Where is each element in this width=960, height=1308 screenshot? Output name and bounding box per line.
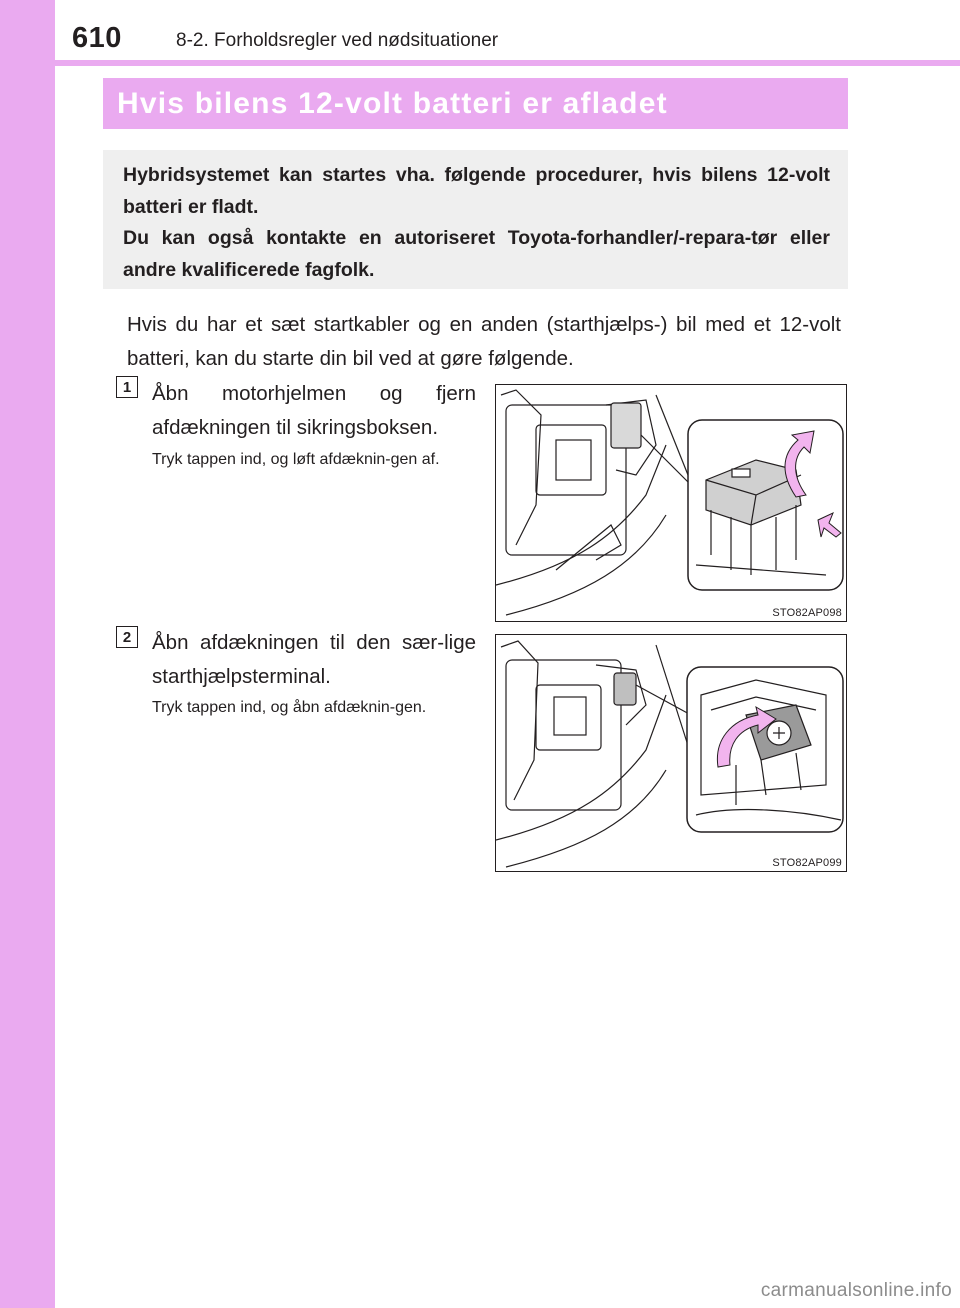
- intro-line-1: Hybridsystemet kan startes vha. følgende procedurer, hvis bilens 12-volt batteri er fladt.: [123, 164, 830, 218]
- page-title: Hvis bilens 12-volt batteri er afladet: [117, 86, 668, 120]
- figure-code: STO82AP099: [772, 857, 842, 869]
- step-2-heading: Åbn afdækningen til den sær-lige starthjælpsterminal.: [152, 631, 476, 688]
- step-number-badge: 2: [116, 626, 138, 648]
- figure-jump-start-terminal: [495, 634, 847, 872]
- step-number-badge: 1: [116, 376, 138, 398]
- step-1-note: Tryk tappen ind, og løft afdæknin-gen af.: [152, 451, 440, 468]
- section-reference: 8-2. Forholdsregler ved nødsituationer: [176, 30, 499, 51]
- side-tab-bar: [0, 0, 55, 1308]
- body-paragraph: Hvis du har et sæt startkabler og en anden (starthjælps-) bil med et 12-volt batteri, kan du starte din bil ved at gøre følgende.: [127, 313, 841, 370]
- title-banner: [103, 78, 848, 129]
- step-1-heading: Åbn motorhjelmen og fjern afdækningen til sikringsboksen.: [152, 382, 476, 439]
- figure-fuse-box-cover: [495, 384, 847, 622]
- page-number: 610: [72, 22, 122, 54]
- engine-bay-illustration: [496, 385, 845, 620]
- engine-bay-illustration: [496, 635, 845, 870]
- watermark: carmanualsonline.info: [760, 1280, 952, 1301]
- header-rule: [55, 60, 960, 66]
- figure-code: STO82AP098: [772, 607, 842, 619]
- step-2-note: Tryk tappen ind, og åbn afdæknin-gen.: [152, 699, 427, 716]
- intro-line-2: Du kan også kontakte en autoriseret Toyota-forhandler/-repara-tør eller andre kvalificerede fagfolk.: [123, 227, 830, 281]
- intro-box: [103, 150, 848, 289]
